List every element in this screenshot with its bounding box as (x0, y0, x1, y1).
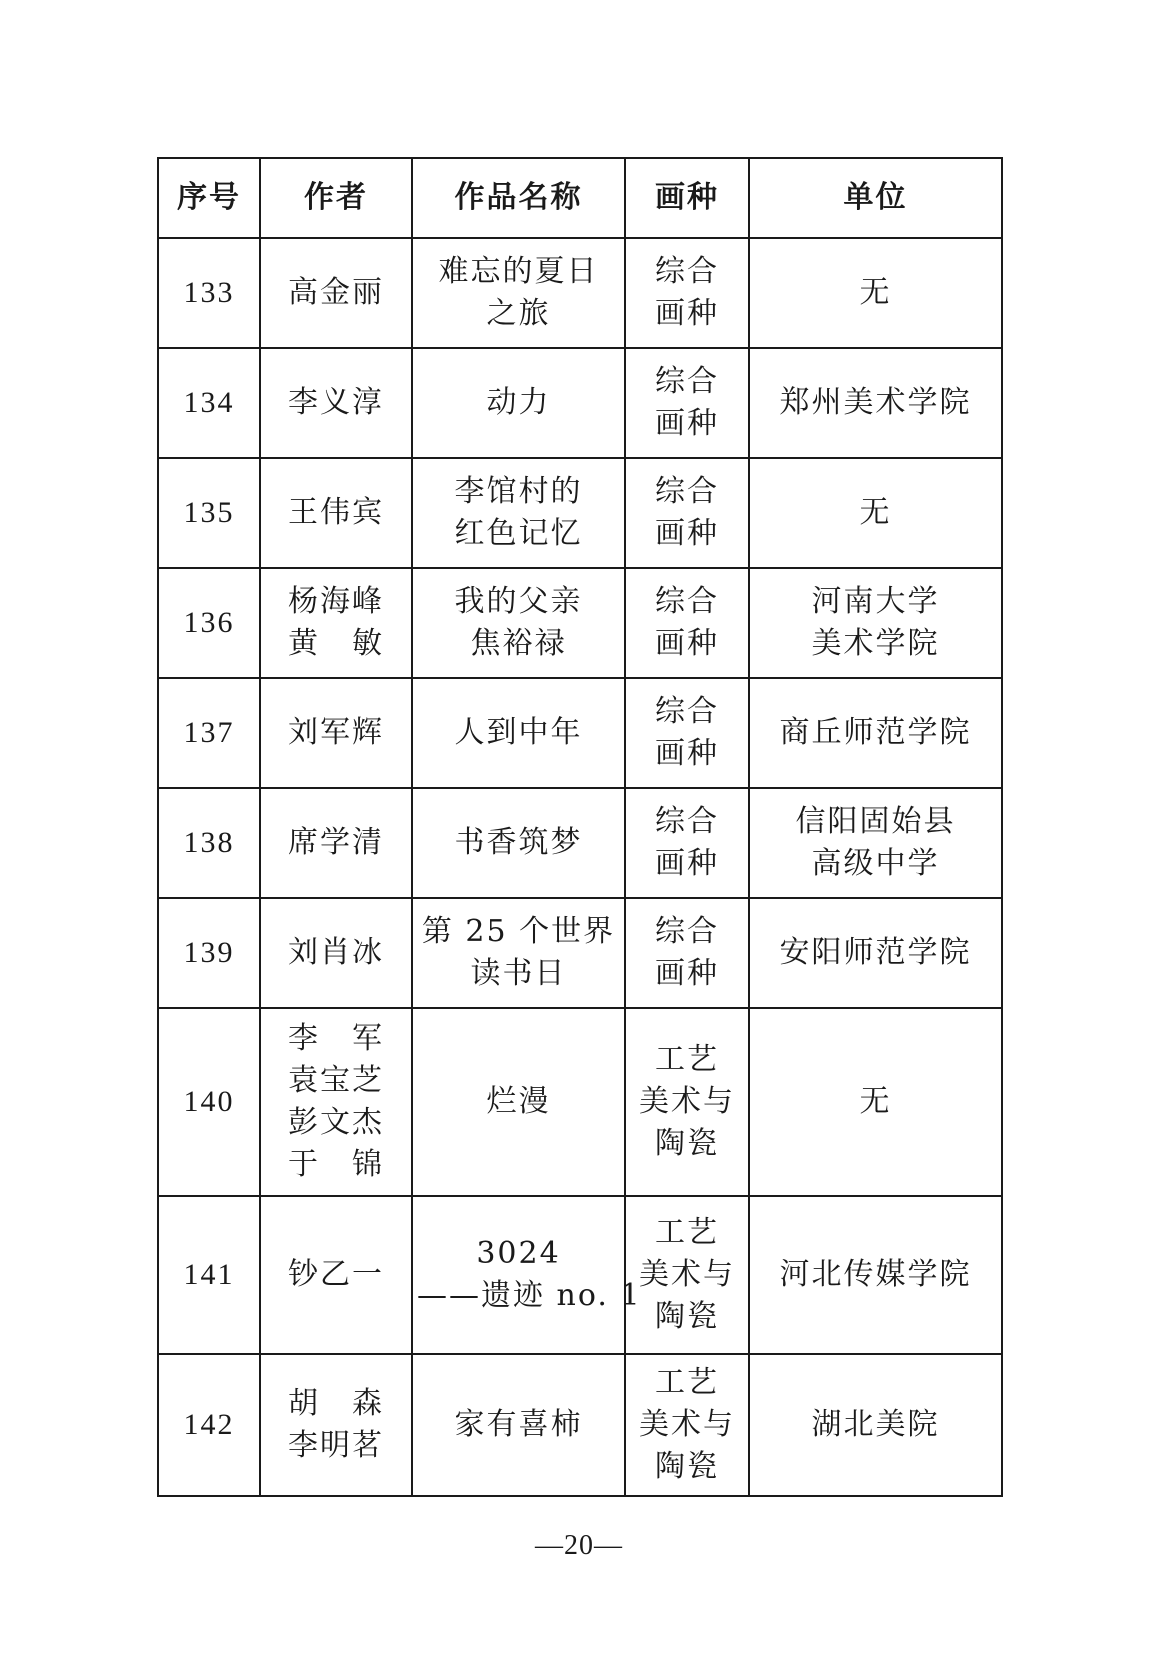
cell-unit (749, 1196, 1002, 1354)
cell-painting-type-line: 综合 (655, 364, 719, 399)
cell-unit-line: 河北传媒学院 (779, 1257, 972, 1292)
cell-author-line: 袁宝芝 (288, 1063, 384, 1098)
cell-unit (749, 348, 1002, 458)
cell-painting-type (625, 1008, 749, 1196)
cell-painting-type (625, 678, 749, 788)
cell-unit (749, 678, 1002, 788)
table-row (158, 568, 1002, 678)
cell-work-title-line: 书香筑梦 (454, 825, 583, 860)
cell-author-line: 李明茗 (288, 1428, 384, 1463)
cell-work-title-line: 3024 (476, 1236, 561, 1271)
cell-unit (749, 898, 1002, 1008)
cell-painting-type-line: 画种 (655, 626, 719, 661)
cell-painting-type (625, 238, 749, 348)
cell-painting-type-line: 工艺 (655, 1365, 719, 1400)
cell-painting-type-line: 美术与 (639, 1407, 735, 1442)
cell-serial-number: 136 (158, 568, 260, 678)
cell-painting-type (625, 1196, 749, 1354)
cell-author-line: 李义淳 (288, 385, 384, 420)
cell-unit-line: 湖北美院 (811, 1407, 940, 1442)
cell-painting-type (625, 898, 749, 1008)
cell-unit-line: 郑州美术学院 (779, 385, 972, 420)
cell-work-title (412, 238, 625, 348)
cell-author-line: 胡 森 (288, 1386, 384, 1421)
cell-painting-type-line: 综合 (655, 914, 719, 949)
cell-painting-type-line: 综合 (655, 584, 719, 619)
cell-work-title-line: 我的父亲 (454, 584, 583, 619)
cell-serial-number: 135 (158, 458, 260, 568)
cell-work-title-line: ——遗迹 no. 1 (417, 1278, 642, 1313)
cell-painting-type (625, 458, 749, 568)
cell-painting-type-line: 画种 (655, 516, 719, 551)
cell-author (260, 788, 412, 898)
cell-author-line: 王伟宾 (288, 495, 384, 530)
table-row (158, 238, 1002, 348)
cell-serial-number: 138 (158, 788, 260, 898)
cell-painting-type-line: 综合 (655, 474, 719, 509)
cell-unit (749, 568, 1002, 678)
cell-author-line: 杨海峰 (288, 584, 384, 619)
cell-serial-number: 140 (158, 1008, 260, 1196)
cell-painting-type-line: 综合 (655, 254, 719, 289)
cell-painting-type-line: 画种 (655, 736, 719, 771)
cell-work-title-line: 人到中年 (454, 715, 583, 750)
cell-work-title-line: 动力 (486, 385, 551, 420)
cell-author (260, 898, 412, 1008)
cell-unit (749, 788, 1002, 898)
cell-painting-type-line: 画种 (655, 846, 719, 881)
cell-unit-line: 美术学院 (811, 626, 940, 661)
cell-painting-type-line: 画种 (655, 406, 719, 441)
cell-work-title-line: 烂漫 (486, 1084, 551, 1119)
cell-work-title (412, 458, 625, 568)
cell-work-title (412, 348, 625, 458)
cell-painting-type-line: 画种 (655, 956, 719, 991)
table-row (158, 1008, 1002, 1196)
cell-author (260, 568, 412, 678)
cell-serial-number: 137 (158, 678, 260, 788)
cell-unit-line: 河南大学 (811, 584, 940, 619)
cell-author-line: 刘军辉 (288, 715, 384, 750)
cell-author-line: 钞乙一 (288, 1257, 384, 1292)
table-row (158, 1354, 1002, 1496)
cell-work-title-line: 难忘的夏日 (438, 254, 599, 289)
cell-work-title (412, 1196, 642, 1354)
table-row (158, 898, 1002, 1008)
table-row (158, 788, 1002, 898)
cell-painting-type-line: 画种 (655, 296, 719, 331)
header-painting-type: 画种 (625, 158, 749, 238)
cell-work-title (412, 568, 625, 678)
cell-work-title-line: 第 25 个世界 (421, 914, 616, 949)
table-row (158, 458, 1002, 568)
cell-painting-type-line: 工艺 (655, 1042, 719, 1077)
cell-painting-type (625, 1354, 749, 1496)
cell-author (260, 238, 412, 348)
artwork-list-table (157, 157, 1003, 1497)
cell-painting-type (625, 788, 749, 898)
cell-serial-number: 133 (158, 238, 260, 348)
table-row (158, 678, 1002, 788)
cell-painting-type (625, 568, 749, 678)
cell-serial-number: 142 (158, 1354, 260, 1496)
cell-author (260, 1196, 412, 1354)
cell-work-title-line: 读书日 (470, 956, 567, 991)
cell-unit (749, 1008, 1002, 1196)
table-row (158, 1196, 1002, 1354)
cell-author-line: 席学清 (288, 825, 384, 860)
cell-author-line: 彭文杰 (288, 1105, 384, 1140)
cell-painting-type-line: 陶瓷 (655, 1449, 719, 1484)
cell-unit-line: 无 (859, 275, 892, 310)
cell-author-line: 于 锦 (288, 1147, 384, 1182)
cell-painting-type-line: 综合 (655, 804, 719, 839)
cell-author (260, 1008, 412, 1196)
cell-work-title (412, 678, 625, 788)
cell-author-line: 李 军 (288, 1021, 384, 1056)
cell-author-line: 刘肖冰 (288, 935, 384, 970)
cell-work-title (412, 788, 625, 898)
cell-unit-line: 商丘师范学院 (779, 715, 972, 750)
header-unit: 单位 (749, 158, 1002, 238)
table-row (158, 348, 1002, 458)
cell-unit-line: 安阳师范学院 (779, 935, 972, 970)
cell-unit (749, 1354, 1002, 1496)
cell-work-title-line: 家有喜柿 (454, 1407, 583, 1442)
cell-author (260, 678, 412, 788)
cell-author-line: 黄 敏 (288, 626, 384, 661)
cell-serial-number: 134 (158, 348, 260, 458)
cell-painting-type-line: 工艺 (655, 1215, 719, 1250)
cell-painting-type-line: 陶瓷 (655, 1126, 719, 1161)
cell-work-title-line: 之旅 (486, 296, 551, 331)
cell-author (260, 1354, 412, 1496)
page-number: —20— (535, 1530, 623, 1561)
cell-painting-type-line: 综合 (655, 694, 719, 729)
cell-work-title-line: 焦裕禄 (470, 626, 567, 661)
cell-painting-type-line: 陶瓷 (655, 1299, 719, 1334)
cell-work-title (412, 1008, 625, 1196)
cell-painting-type (625, 348, 749, 458)
cell-work-title (412, 898, 625, 1008)
cell-work-title-line: 李馆村的 (454, 474, 583, 509)
cell-author (260, 348, 412, 458)
header-serial-number: 序号 (158, 158, 260, 238)
cell-work-title (412, 1354, 625, 1496)
cell-author-line: 高金丽 (288, 275, 384, 310)
cell-work-title-line: 红色记忆 (454, 516, 583, 551)
cell-serial-number: 139 (158, 898, 260, 1008)
cell-author (260, 458, 412, 568)
header-author: 作者 (260, 158, 412, 238)
cell-unit-line: 无 (859, 1084, 892, 1119)
cell-unit-line: 无 (859, 495, 892, 530)
header-work-title: 作品名称 (412, 158, 625, 238)
cell-unit-line: 信阳固始县 (795, 804, 956, 839)
cell-unit-line: 高级中学 (811, 846, 940, 881)
table-header-row (158, 158, 1002, 238)
cell-serial-number: 141 (158, 1196, 260, 1354)
cell-painting-type-line: 美术与 (639, 1084, 735, 1119)
cell-painting-type-line: 美术与 (639, 1257, 735, 1292)
cell-unit (749, 458, 1002, 568)
cell-unit (749, 238, 1002, 348)
